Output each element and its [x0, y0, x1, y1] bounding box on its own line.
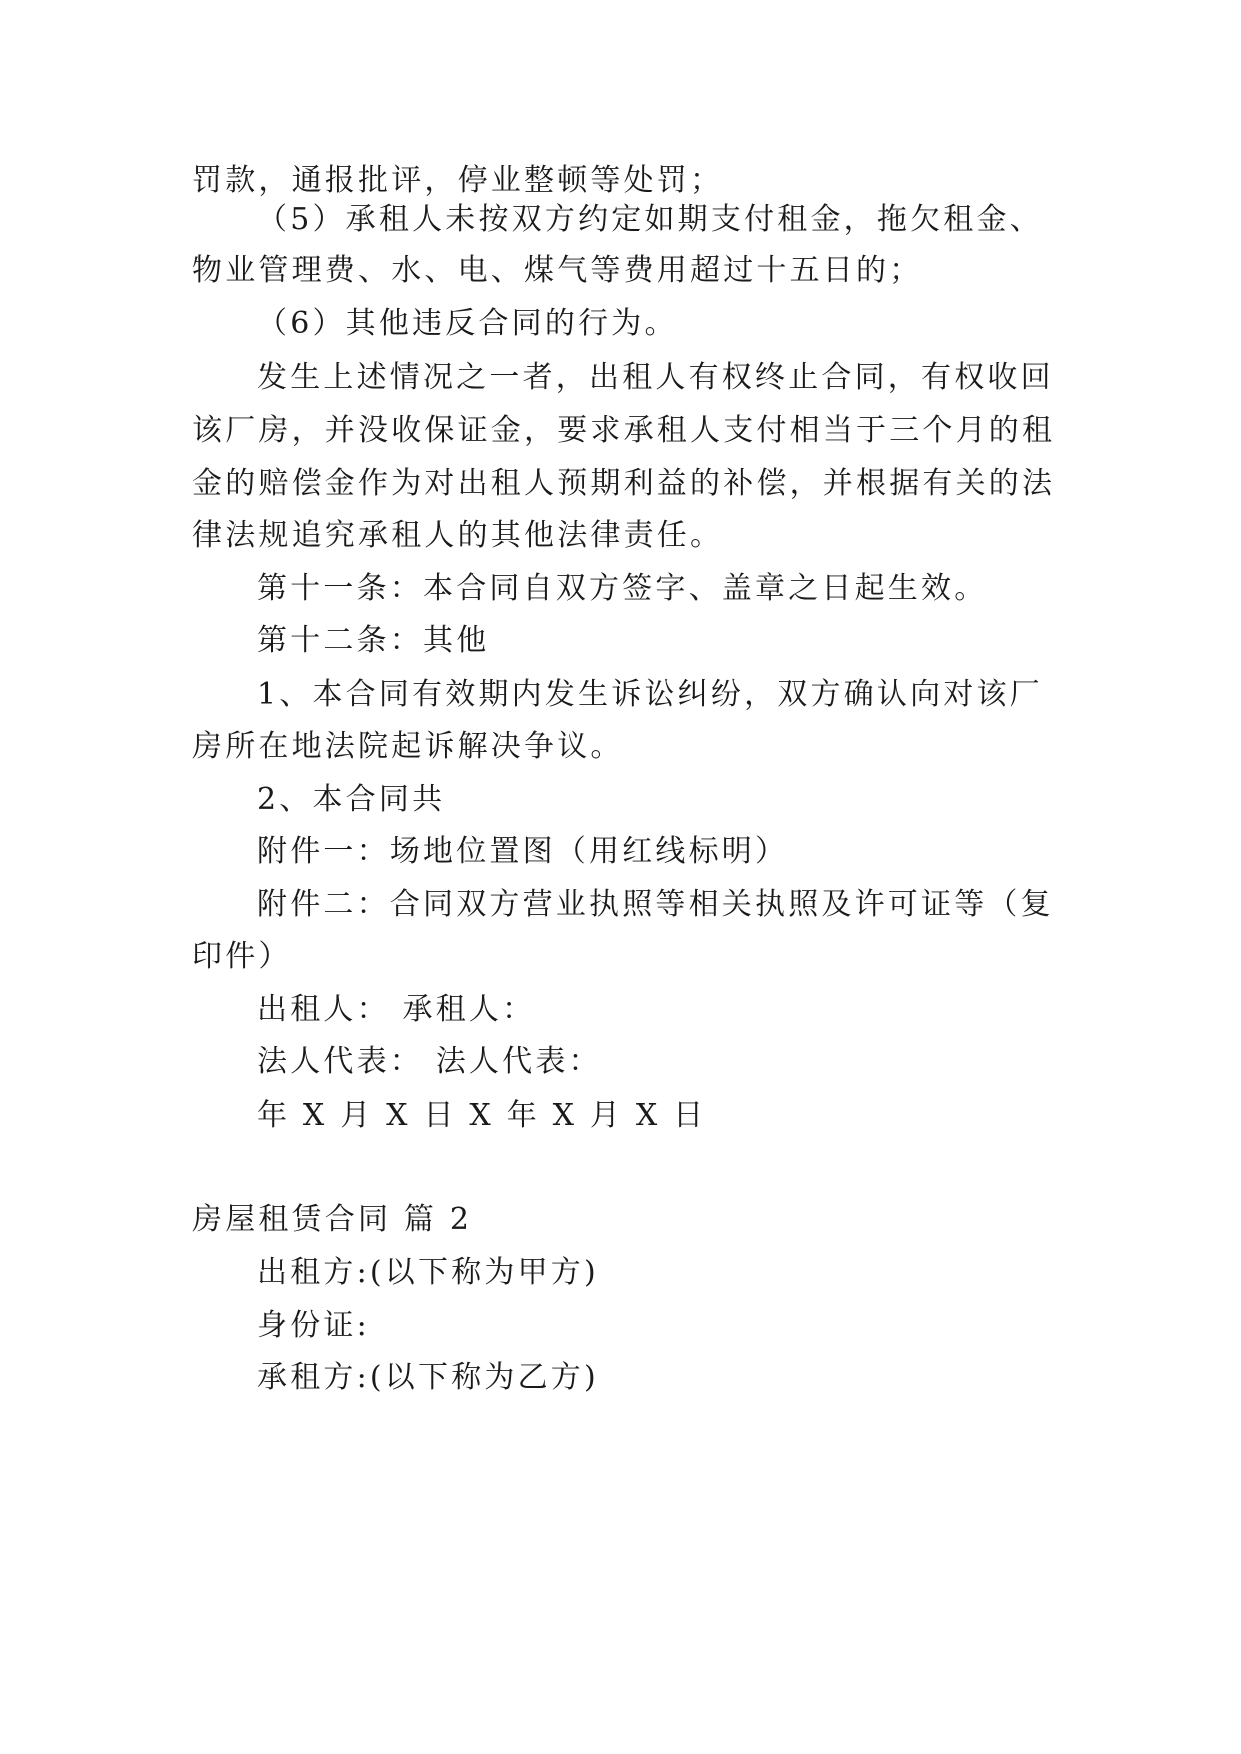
text-line: 发生上述情况之一者，出租人有权终止合同，有权收回 [257, 360, 1054, 395]
text-line: 该厂房，并没收保证金，要求承租人支付相当于三个月的租 [192, 413, 1056, 448]
text-line: 物业管理费、水、电、煤气等费用超过十五日的； [192, 253, 923, 288]
text-line: 印件） [192, 939, 292, 974]
text-line: 律法规追究承租人的其他法律责任。 [192, 518, 724, 553]
text-line: （6）其他违反合同的行为。 [257, 306, 678, 341]
text-line: 房所在地法院起诉解决争议。 [192, 729, 624, 764]
text-line: 1、本合同有效期内发生诉讼纠纷，双方确认向对该厂 [257, 677, 1043, 712]
signature-representatives: 法人代表： 法人代表： [257, 1044, 602, 1079]
text-line: （5）承租人未按双方约定如期支付租金，拖欠租金、 [257, 202, 1043, 237]
text-line: 附件一：场地位置图（用红线标明） [257, 834, 789, 869]
signature-dates: 年 X 月 X 日 X 年 X 月 X 日 [257, 1098, 707, 1133]
signature-parties: 出租人： 承租人： [257, 992, 536, 1027]
text-line: 身份证: [257, 1308, 370, 1343]
text-line: 承租方:(以下称为乙方) [257, 1360, 599, 1395]
text-line: 金的赔偿金作为对出租人预期利益的补偿，并根据有关的法 [192, 466, 1056, 501]
text-line: 罚款，通报批评，停业整顿等处罚； [192, 163, 724, 198]
text-line: 第十一条：本合同自双方签字、盖章之日起生效。 [257, 571, 988, 606]
text-line: 附件二：合同双方营业执照等相关执照及许可证等（复 [257, 887, 1054, 922]
text-line: 出租方:(以下称为甲方) [257, 1255, 599, 1290]
text-line: 2、本合同共 [257, 782, 446, 817]
text-line: 第十二条：其他 [257, 623, 490, 658]
section-title: 房屋租赁合同 篇 2 [192, 1202, 473, 1237]
